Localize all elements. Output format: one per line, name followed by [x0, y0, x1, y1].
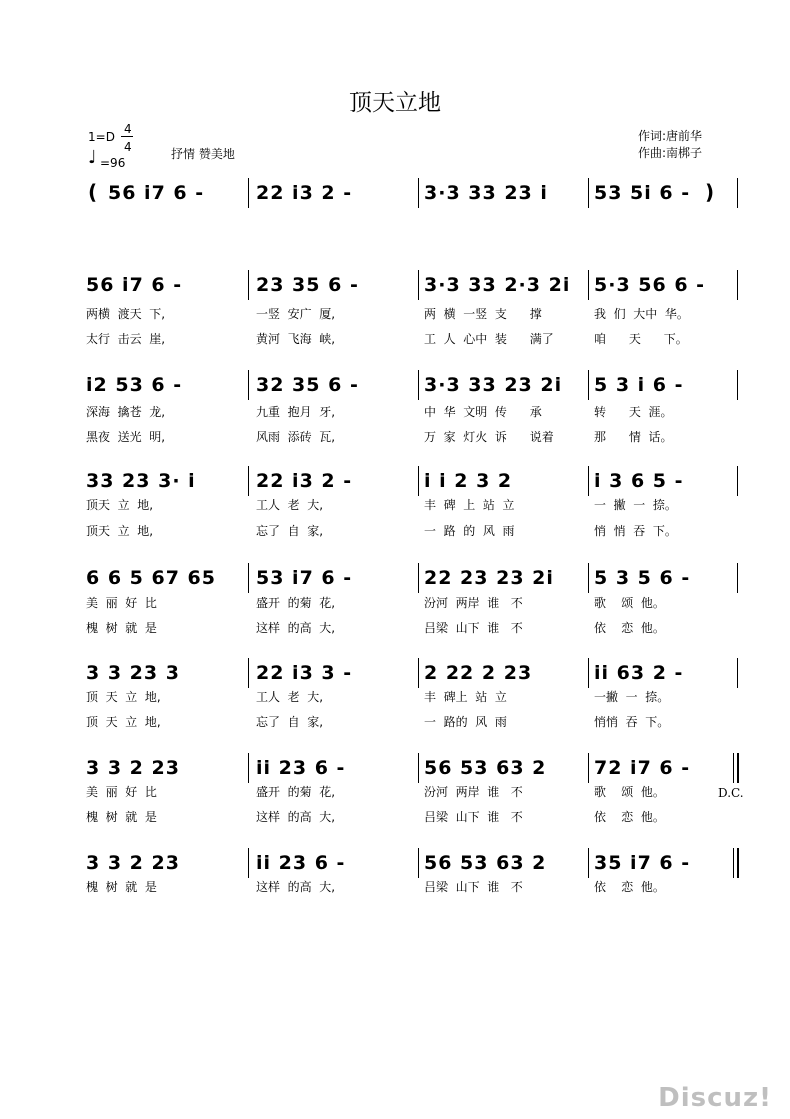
barline — [737, 658, 738, 688]
lyric-verse-2: 万 家 灯火 诉 说着 — [424, 430, 554, 444]
measure-notes: 56 i7 6 - — [86, 274, 183, 296]
lyric-verse-1: 两 横 一竖 支 撑 — [424, 307, 542, 321]
intro-measure-4: 53 5i 6 - — [594, 182, 691, 204]
watermark: Discuz! — [658, 1083, 772, 1113]
measure-notes: 56 53 63 2 — [424, 757, 547, 779]
lyric-verse-2: 这样 的高 大, — [256, 621, 336, 635]
measure-notes: 53 i7 6 - — [256, 567, 353, 589]
lyric-verse-1: 我 们 大中 华。 — [594, 307, 689, 321]
lyric-verse-2: 悄 悄 吞 下。 — [594, 524, 677, 538]
measure-notes: i i 2 3 2 — [424, 470, 513, 492]
lyric-verse-2: 一 路的 风 雨 — [424, 715, 507, 729]
lyric-verse-1: 依 恋 他。 — [594, 880, 665, 894]
measure-notes: i2 53 6 - — [86, 374, 183, 396]
lyric-verse-1: 一撇 一 捺。 — [594, 690, 670, 704]
lyric-verse-1: 歌 颂 他。 — [594, 596, 665, 610]
lyric-verse-1: 盛开 的菊 花, — [256, 596, 336, 610]
lyric-verse-1: 汾河 两岸 谁 不 — [424, 596, 523, 610]
lyric-verse-2: 一 路 的 风 雨 — [424, 524, 515, 538]
time-signature-top: 4 — [124, 122, 132, 136]
key-signature: 1=D — [88, 130, 115, 144]
measure-notes: 22 23 23 2i — [424, 567, 554, 589]
lyric-verse-2: 那 情 话。 — [594, 430, 673, 444]
lyric-verse-2: 顶 天 立 地, — [86, 715, 161, 729]
barline — [418, 848, 419, 878]
lyric-verse-1: 工人 老 大, — [256, 498, 324, 512]
barline — [248, 658, 249, 688]
lyric-verse-1: 顶 天 立 地, — [86, 690, 161, 704]
measure-notes: ii 23 6 - — [256, 757, 346, 779]
lyric-verse-2: 太行 击云 崖, — [86, 332, 166, 346]
measure-notes: 5 3 i 6 - — [594, 374, 684, 396]
lyric-verse-1: 美 丽 好 比 — [86, 785, 157, 799]
barline — [588, 466, 589, 496]
lyric-verse-2: 依 恋 他。 — [594, 621, 665, 635]
measure-notes: 32 35 6 - — [256, 374, 359, 396]
lyric-verse-1: 盛开 的菊 花, — [256, 785, 336, 799]
lyric-verse-2: 忘了 自 家, — [256, 715, 324, 729]
lyric-verse-1: 转 天 涯。 — [594, 405, 673, 419]
lyric-verse-2: 槐 树 就 是 — [86, 810, 157, 824]
barline — [418, 753, 419, 783]
lyric-verse-1: 一竖 安广 厦, — [256, 307, 336, 321]
lyric-verse-2: 吕梁 山下 谁 不 — [424, 810, 523, 824]
repeat-barline — [737, 753, 739, 783]
measure-notes: 3·3 33 23 2i — [424, 374, 563, 396]
lyric-verse-1: 丰 碑上 站 立 — [424, 690, 507, 704]
time-signature-line — [121, 136, 133, 137]
lyric-verse-1: 吕梁 山下 谁 不 — [424, 880, 523, 894]
lyric-verse-1: 九重 抱月 牙, — [256, 405, 336, 419]
lyric-verse-2: 这样 的高 大, — [256, 810, 336, 824]
measure-notes: 2 22 2 23 — [424, 662, 533, 684]
barline — [733, 753, 734, 783]
quarter-note-icon: ♩ — [88, 147, 97, 168]
barline — [588, 753, 589, 783]
lyric-verse-1: 深海 擒苍 龙, — [86, 405, 166, 419]
lyric-verse-1: 丰 碑 上 站 立 — [424, 498, 515, 512]
lyric-verse-1: 两横 渡天 下, — [86, 307, 166, 321]
measure-notes: ii 63 2 - — [594, 662, 684, 684]
lyric-verse-2: 咱 天 下。 — [594, 332, 688, 346]
lyric-verse-2: 吕梁 山下 谁 不 — [424, 621, 523, 635]
measure-notes: 33 23 3· i — [86, 470, 196, 492]
lyric-verse-1: 顶天 立 地, — [86, 498, 154, 512]
measure-notes: 6 6 5 67 65 — [86, 567, 217, 589]
lyric-verse-2: 顶天 立 地, — [86, 524, 154, 538]
measure-notes: ii 23 6 - — [256, 852, 346, 874]
barline — [248, 370, 249, 400]
lyric-verse-2: 依 恋 他。 — [594, 810, 665, 824]
barline — [737, 466, 738, 496]
barline — [418, 370, 419, 400]
lyric-verse-1: 中 华 文明 传 承 — [424, 405, 542, 419]
measure-notes: 5·3 56 6 - — [594, 274, 706, 296]
barline — [737, 270, 738, 300]
lyric-verse-2: 黄河 飞海 峡, — [256, 332, 336, 346]
barline — [248, 270, 249, 300]
lyric-verse-1: 这样 的高 大, — [256, 880, 336, 894]
da-capo-marking: D.C. — [718, 786, 744, 800]
barline — [418, 466, 419, 496]
barline — [418, 658, 419, 688]
expression-marking: 抒情 赞美地 — [171, 147, 235, 161]
intro-close-paren: ) — [705, 180, 715, 204]
measure-notes: 23 35 6 - — [256, 274, 359, 296]
measure-notes: 3·3 33 2·3 2i — [424, 274, 571, 296]
song-title: 顶天立地 — [349, 90, 441, 116]
measure-notes: i 3 6 5 - — [594, 470, 684, 492]
lyric-verse-1: 一 撇 一 捺。 — [594, 498, 677, 512]
lyric-verse-2: 工 人 心中 装 满了 — [424, 332, 554, 346]
lyric-verse-2: 风雨 添砖 瓦, — [256, 430, 336, 444]
barline — [248, 466, 249, 496]
barline — [588, 370, 589, 400]
lyric-verse-1: 美 丽 好 比 — [86, 596, 157, 610]
barline — [248, 563, 249, 593]
lyric-verse-2: 悄悄 吞 下。 — [594, 715, 670, 729]
measure-notes: 22 i3 3 - — [256, 662, 353, 684]
lyric-verse-2: 黑夜 送光 明, — [86, 430, 166, 444]
intro-measure-2: 22 i3 2 - — [256, 182, 353, 204]
barline — [418, 178, 419, 208]
measure-notes: 35 i7 6 - — [594, 852, 691, 874]
lyric-verse-1: 工人 老 大, — [256, 690, 324, 704]
barline — [737, 370, 738, 400]
barline — [588, 270, 589, 300]
intro-measure-1: 56 i7 6 - — [108, 182, 205, 204]
lyric-verse-2: 忘了 自 家, — [256, 524, 324, 538]
intro-open-paren: ( — [88, 180, 98, 204]
barline — [737, 178, 738, 208]
measure-notes: 3 3 2 23 — [86, 757, 180, 779]
barline — [733, 848, 734, 878]
barline — [737, 563, 738, 593]
barline — [248, 753, 249, 783]
intro-measure-3: 3·3 33 23 i — [424, 182, 548, 204]
barline — [248, 178, 249, 208]
barline — [248, 848, 249, 878]
lyric-verse-1: 槐 树 就 是 — [86, 880, 157, 894]
barline — [588, 848, 589, 878]
tempo: =96 — [100, 156, 126, 170]
barline — [588, 178, 589, 208]
barline — [418, 270, 419, 300]
barline — [418, 563, 419, 593]
measure-notes: 5 3 5 6 - — [594, 567, 691, 589]
time-signature-bottom: 4 — [124, 140, 132, 154]
composer: 作曲:南梆子 — [638, 146, 703, 160]
lyric-verse-2: 槐 树 就 是 — [86, 621, 157, 635]
barline — [588, 563, 589, 593]
lyric-verse-1: 歌 颂 他。 — [594, 785, 665, 799]
measure-notes: 3 3 2 23 — [86, 852, 180, 874]
barline — [588, 658, 589, 688]
lyric-verse-1: 汾河 两岸 谁 不 — [424, 785, 523, 799]
lyricist: 作词:唐前华 — [638, 129, 703, 143]
measure-notes: 3 3 23 3 — [86, 662, 180, 684]
final-barline — [737, 848, 739, 878]
measure-notes: 72 i7 6 - — [594, 757, 691, 779]
measure-notes: 56 53 63 2 — [424, 852, 547, 874]
measure-notes: 22 i3 2 - — [256, 470, 353, 492]
